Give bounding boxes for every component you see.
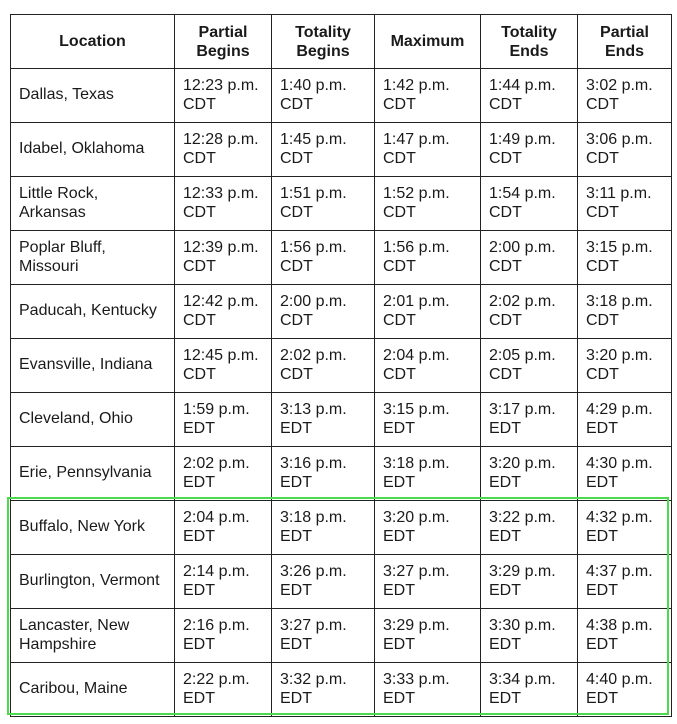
time-zone: EDT [183, 473, 215, 491]
time-value: 1:45 p.m. [280, 131, 347, 148]
time-cell [175, 663, 272, 717]
time-cell [481, 393, 578, 447]
time-zone: EDT [183, 581, 215, 599]
time-zone: CDT [586, 149, 619, 167]
time-zone: EDT [280, 527, 312, 545]
location-name: Paducah, Kentucky [19, 302, 157, 320]
time-zone: CDT [489, 311, 522, 329]
table-row [11, 123, 672, 177]
header-totality-ends-line2: Ends [509, 42, 549, 60]
time-value: 3:26 p.m. [280, 563, 347, 580]
time-cell [481, 501, 578, 555]
time-value: 1:59 p.m. [183, 401, 250, 418]
time-value: 4:38 p.m. [586, 617, 653, 634]
time-cell [272, 69, 375, 123]
time-cell [175, 447, 272, 501]
table-row [11, 339, 672, 393]
location-cell [11, 663, 175, 717]
time-value: 1:40 p.m. [280, 77, 347, 94]
time-cell [481, 231, 578, 285]
time-cell [375, 69, 481, 123]
header-partial-ends-line2: Ends [604, 42, 645, 60]
time-value: 3:16 p.m. [280, 455, 347, 472]
location-name: Evansville, Indiana [19, 356, 153, 374]
header-totality-begins-line1: Totality [295, 23, 351, 41]
time-zone: EDT [489, 689, 521, 707]
time-value: 4:30 p.m. [586, 455, 653, 472]
time-zone: CDT [280, 257, 313, 275]
table-row [11, 663, 672, 717]
time-value: 4:40 p.m. [586, 671, 653, 688]
time-cell [578, 609, 672, 663]
time-cell [175, 501, 272, 555]
location-cell [11, 555, 175, 609]
time-cell [375, 393, 481, 447]
time-value: 1:42 p.m. [383, 77, 450, 94]
time-cell [481, 177, 578, 231]
time-cell [481, 663, 578, 717]
time-cell [375, 123, 481, 177]
time-value: 12:28 p.m. [183, 131, 259, 148]
time-cell [578, 555, 672, 609]
location-name: Buffalo, New York [19, 518, 146, 536]
time-value: 1:52 p.m. [383, 185, 450, 202]
header-partial-ends-line1: Partial [600, 23, 649, 41]
time-zone: EDT [586, 527, 618, 545]
header-location-text: Location [59, 33, 126, 50]
time-zone: EDT [383, 581, 415, 599]
time-zone: EDT [489, 473, 521, 491]
location-name: Poplar Bluff, Missouri [19, 239, 106, 275]
header-partial-begins-line1: Partial [198, 23, 248, 41]
time-cell [578, 69, 672, 123]
time-value: 3:32 p.m. [280, 671, 347, 688]
time-value: 2:01 p.m. [383, 293, 450, 310]
time-cell [481, 285, 578, 339]
time-value: 1:56 p.m. [383, 239, 450, 256]
time-value: 2:22 p.m. [183, 671, 250, 688]
header-totality-ends-line1: Totality [501, 23, 557, 41]
time-value: 2:14 p.m. [183, 563, 250, 580]
time-value: 2:05 p.m. [489, 347, 556, 364]
table-row [11, 177, 672, 231]
time-value: 3:29 p.m. [383, 617, 450, 634]
time-cell [578, 123, 672, 177]
time-zone: CDT [280, 203, 313, 221]
time-cell [375, 285, 481, 339]
time-zone: EDT [586, 689, 618, 707]
table-row [11, 285, 672, 339]
header-maximum [375, 15, 481, 69]
time-zone: EDT [489, 419, 521, 437]
location-name: Idabel, Oklahoma [19, 140, 145, 158]
time-cell [578, 231, 672, 285]
location-name: Caribou, Maine [19, 680, 128, 698]
time-value: 2:16 p.m. [183, 617, 250, 634]
time-value: 12:42 p.m. [183, 293, 259, 310]
time-zone: EDT [280, 419, 312, 437]
time-value: 3:15 p.m. [586, 239, 653, 256]
time-cell [175, 231, 272, 285]
location-cell [11, 501, 175, 555]
time-cell [481, 69, 578, 123]
time-zone: CDT [183, 365, 216, 383]
time-zone: EDT [280, 635, 312, 653]
table-row [11, 447, 672, 501]
time-value: 3:22 p.m. [489, 509, 556, 526]
time-cell [175, 339, 272, 393]
time-zone: CDT [489, 257, 522, 275]
time-value: 4:32 p.m. [586, 509, 653, 526]
time-value: 3:18 p.m. [383, 455, 450, 472]
time-zone: CDT [383, 149, 416, 167]
time-value: 4:37 p.m. [586, 563, 653, 580]
header-partial-begins-line2: Begins [196, 42, 250, 60]
time-zone: CDT [383, 203, 416, 221]
location-cell [11, 447, 175, 501]
time-cell [175, 609, 272, 663]
time-cell [481, 339, 578, 393]
time-zone: CDT [489, 365, 522, 383]
time-zone: EDT [383, 635, 415, 653]
time-cell [272, 663, 375, 717]
time-zone: CDT [586, 257, 619, 275]
table-header [11, 15, 672, 69]
location-name: Cleveland, Ohio [19, 410, 133, 428]
header-maximum-text: Maximum [390, 33, 465, 50]
time-cell [375, 231, 481, 285]
header-partial-begins [175, 15, 272, 69]
location-name: Lancaster, New Hampshire [19, 617, 130, 653]
time-zone: CDT [280, 149, 313, 167]
time-zone: EDT [280, 473, 312, 491]
time-value: 3:20 p.m. [489, 455, 556, 472]
time-cell [578, 177, 672, 231]
eclipse-times-table-container [10, 14, 672, 717]
table-row [11, 69, 672, 123]
time-cell [578, 663, 672, 717]
time-value: 3:27 p.m. [383, 563, 450, 580]
location-cell [11, 339, 175, 393]
time-value: 3:27 p.m. [280, 617, 347, 634]
table-row [11, 393, 672, 447]
location-cell [11, 393, 175, 447]
time-value: 3:02 p.m. [586, 77, 653, 94]
time-value: 2:00 p.m. [280, 293, 347, 310]
time-zone: CDT [383, 257, 416, 275]
time-value: 1:49 p.m. [489, 131, 556, 148]
time-cell [175, 123, 272, 177]
time-value: 1:44 p.m. [489, 77, 556, 94]
time-zone: CDT [586, 365, 619, 383]
time-zone: CDT [183, 203, 216, 221]
time-cell [175, 393, 272, 447]
time-cell [375, 501, 481, 555]
time-cell [481, 447, 578, 501]
time-cell [375, 339, 481, 393]
time-cell [272, 231, 375, 285]
time-zone: EDT [280, 581, 312, 599]
location-cell [11, 285, 175, 339]
time-zone: CDT [183, 311, 216, 329]
time-zone: EDT [383, 473, 415, 491]
time-value: 3:30 p.m. [489, 617, 556, 634]
time-zone: CDT [183, 95, 216, 113]
time-zone: CDT [280, 95, 313, 113]
time-cell [375, 555, 481, 609]
time-zone: EDT [280, 689, 312, 707]
time-cell [578, 447, 672, 501]
location-name: Dallas, Texas [19, 86, 114, 104]
time-value: 3:20 p.m. [586, 347, 653, 364]
time-zone: EDT [383, 419, 415, 437]
time-zone: CDT [280, 311, 313, 329]
time-cell [375, 609, 481, 663]
time-zone: EDT [383, 527, 415, 545]
location-cell [11, 123, 175, 177]
time-zone: EDT [586, 419, 618, 437]
time-cell [578, 393, 672, 447]
time-zone: CDT [586, 95, 619, 113]
time-zone: EDT [183, 689, 215, 707]
time-cell [272, 393, 375, 447]
time-zone: EDT [183, 527, 215, 545]
time-value: 2:02 p.m. [280, 347, 347, 364]
time-value: 3:06 p.m. [586, 131, 653, 148]
time-value: 3:13 p.m. [280, 401, 347, 418]
time-value: 2:00 p.m. [489, 239, 556, 256]
time-value: 3:17 p.m. [489, 401, 556, 418]
location-name: Erie, Pennsylvania [19, 464, 152, 482]
time-cell [175, 69, 272, 123]
eclipse-times-table [10, 14, 672, 717]
time-value: 3:18 p.m. [586, 293, 653, 310]
time-zone: EDT [586, 635, 618, 653]
time-zone: EDT [586, 581, 618, 599]
time-cell [272, 609, 375, 663]
time-cell [272, 555, 375, 609]
time-value: 1:47 p.m. [383, 131, 450, 148]
time-value: 3:20 p.m. [383, 509, 450, 526]
time-cell [175, 285, 272, 339]
time-value: 2:02 p.m. [183, 455, 250, 472]
time-value: 2:04 p.m. [383, 347, 450, 364]
time-cell [272, 447, 375, 501]
header-partial-ends [578, 15, 672, 69]
time-cell [272, 501, 375, 555]
time-value: 3:29 p.m. [489, 563, 556, 580]
time-zone: CDT [383, 95, 416, 113]
time-value: 12:45 p.m. [183, 347, 259, 364]
time-cell [375, 177, 481, 231]
location-cell [11, 177, 175, 231]
time-value: 3:11 p.m. [586, 185, 652, 202]
time-cell [175, 555, 272, 609]
location-cell [11, 231, 175, 285]
time-value: 3:33 p.m. [383, 671, 450, 688]
time-cell [375, 447, 481, 501]
time-zone: CDT [183, 257, 216, 275]
time-zone: CDT [489, 95, 522, 113]
location-name: Burlington, Vermont [19, 572, 160, 590]
time-zone: CDT [586, 311, 619, 329]
time-value: 12:23 p.m. [183, 77, 259, 94]
time-zone: EDT [489, 581, 521, 599]
header-totality-ends [481, 15, 578, 69]
time-zone: CDT [383, 311, 416, 329]
time-cell [578, 285, 672, 339]
time-zone: CDT [489, 203, 522, 221]
location-cell [11, 69, 175, 123]
table-row [11, 609, 672, 663]
time-zone: EDT [489, 527, 521, 545]
time-cell [272, 177, 375, 231]
time-cell [175, 177, 272, 231]
time-value: 4:29 p.m. [586, 401, 653, 418]
time-zone: CDT [489, 149, 522, 167]
time-value: 2:02 p.m. [489, 293, 556, 310]
time-zone: EDT [586, 473, 618, 491]
time-cell [578, 339, 672, 393]
time-cell [272, 339, 375, 393]
time-zone: EDT [183, 635, 215, 653]
time-zone: CDT [586, 203, 619, 221]
header-totality-begins-line2: Begins [296, 42, 350, 60]
header-totality-begins [272, 15, 375, 69]
time-cell [272, 285, 375, 339]
location-name: Little Rock, Arkansas [19, 185, 99, 221]
time-zone: EDT [383, 689, 415, 707]
time-value: 12:33 p.m. [183, 185, 259, 202]
time-cell [578, 501, 672, 555]
time-zone: CDT [280, 365, 313, 383]
time-value: 12:39 p.m. [183, 239, 259, 256]
header-row [11, 15, 672, 69]
time-cell [272, 123, 375, 177]
time-cell [481, 555, 578, 609]
table-body [11, 69, 672, 717]
time-value: 3:15 p.m. [383, 401, 450, 418]
time-value: 3:34 p.m. [489, 671, 556, 688]
location-cell [11, 609, 175, 663]
time-value: 1:54 p.m. [489, 185, 556, 202]
time-zone: EDT [489, 635, 521, 653]
time-zone: EDT [183, 419, 215, 437]
time-value: 1:56 p.m. [280, 239, 347, 256]
table-row [11, 231, 672, 285]
time-value: 1:51 p.m. [280, 185, 347, 202]
time-cell [481, 609, 578, 663]
time-zone: CDT [383, 365, 416, 383]
time-value: 3:18 p.m. [280, 509, 347, 526]
header-location [11, 15, 175, 69]
time-cell [481, 123, 578, 177]
time-cell [375, 663, 481, 717]
table-row [11, 501, 672, 555]
time-value: 2:04 p.m. [183, 509, 250, 526]
table-row [11, 555, 672, 609]
time-zone: CDT [183, 149, 216, 167]
